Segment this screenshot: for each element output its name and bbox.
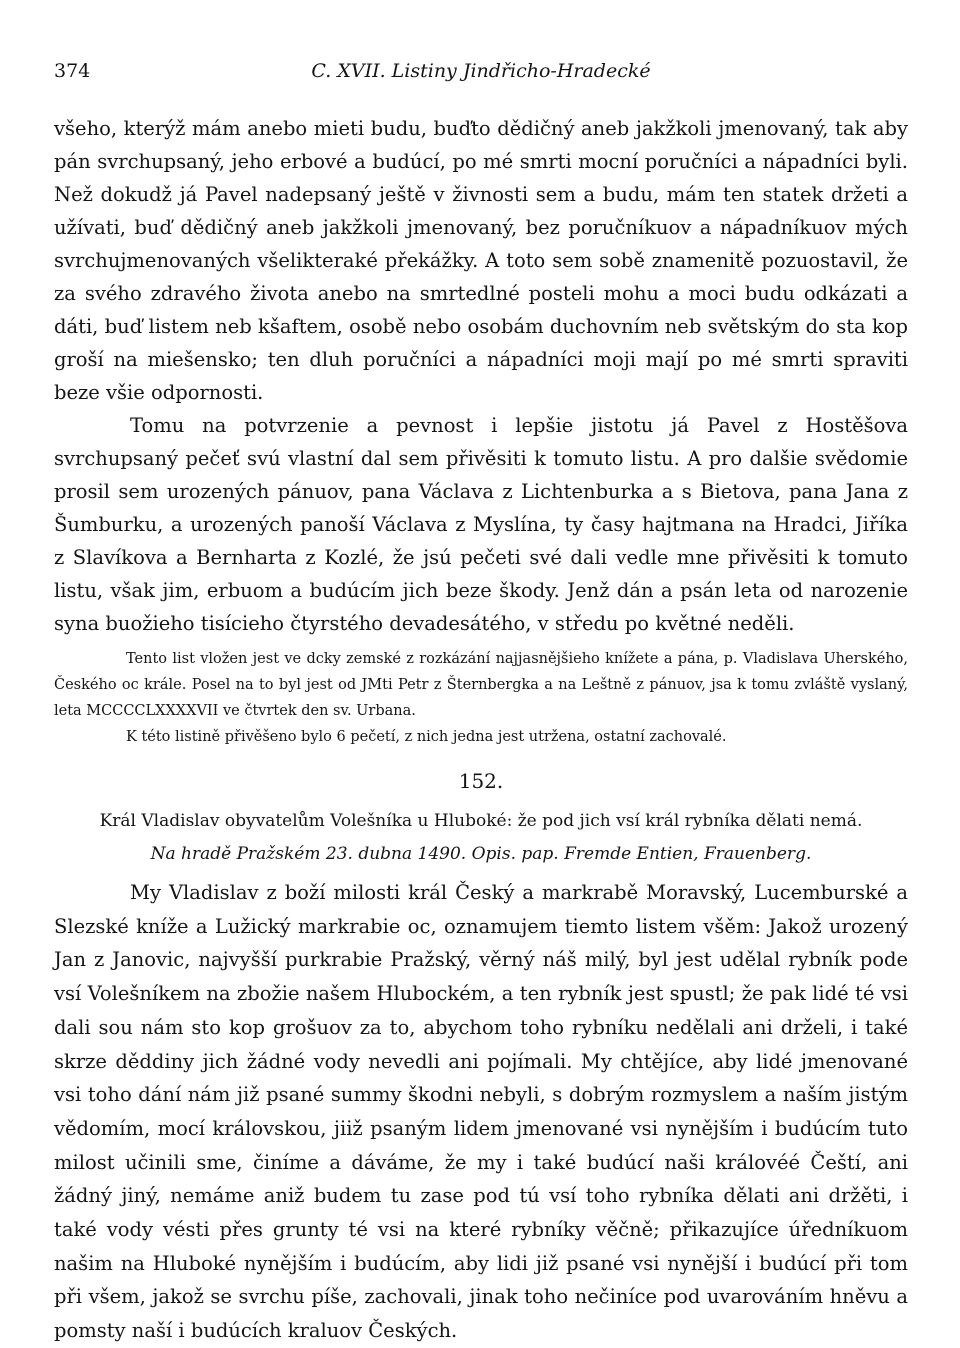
continued-charter-text	[54, 112, 908, 640]
document-number: 152.	[458, 769, 504, 793]
page-header	[54, 60, 908, 90]
charter-paragraph-1: všeho, kterýž mám anebo mieti budu, buďto dědičný aneb jakžkoli jmenovaný, tak aby pán svrchupsaný, jeho erbové a budúcí, po mé smrti mocní poručníci a nápadníci byli. Než dokudž já Pavel nadepsaný ještě v živnosti sem a budu, mám ten statek držeti a užívati, buď dědičný aneb jakžkoli jmenovaný, bez poručníkuov a nápadníkuov mých svrchujmenovaných všelikteraké překážky. A toto sem sobě znamenitě pozuostavil, že za svého zdravého života anebo na smrtedlné posteli mohu a moci budu odkázati a dáti, buď listem neb kšaftem, osobě nebo osobám duchovním neb světským do sta kop groší na miešensko; ten dluh poručníci a nápadníci moji mají po mé smrti spraviti beze všie odpornosti.	[54, 117, 908, 404]
document-regest: Král Vladislav obyvatelům Volešníka u Hluboké: že pod jich vsí král rybníka dělati nemá.	[99, 811, 863, 831]
running-title: C. XVII. Listiny Jindřicho-Hradecké	[311, 60, 651, 82]
page-number: 374	[54, 60, 91, 82]
document-text	[54, 876, 908, 1348]
charter-paragraph-2: Tomu na potvrzenie a pevnost i lepšie jistotu já Pavel z Hostěšova svrchupsaný pečeť svú vlastní dal sem přivěsiti k tomuto listu. A pro dalšie svědomie prosil sem urozených pánuov, pana Václava z Lichtenburka a s Bietova, pana Jana z Šumburku, a urozených panoší Václava z Myslína, ty časy hajtmana na Hradci, Jiříka z Slavíkova a Bernharta z Kozlé, že jsú pečeti své dali vedle mne přivěsiti k tomuto listu, však jim, erbuom a budúcím jich beze škody. Jenž dán a psán leta od narozenie syna buožieho tisícieho čtyrstého devadesátého, v středu po květné neděli.	[54, 414, 908, 635]
document-place-date: Na hradě Pražském 23. dubna 1490. Opis. pap. Fremde Entien, Frauenberg.	[150, 844, 812, 864]
registration-note: Tento list vložen jest ve dcky zemské z rozkázání najjasnějšieho knížete a pána, p. Vladislava Uherského, Českého oc krále. Posel na to byl jest od JMti Petr z Šternbergka a na Leštně z pánuov, jsa k tomu zvláště vyslaný, leta MCCCCLXXXXVII ve čtvrtek den sv. Urbana.	[54, 651, 908, 719]
document-paragraph: My Vladislav z boží milosti král Český a markrabě Moravský, Lucemburské a Slezské kníže a Lužický markrabie oc, oznamujem tiemto listem všěm: Jakož urozený Jan z Janovic, najvyšší purkrabie Pražský, věrný náš milý, byl jest udělal rybník pode vsí Volešníkem na zbožie našem Hlubockém, a ten rybník jest spustl; že pak lidé té vsi dali sou nám sto kop grošuov za to, abychom toho rybníku nedělali ani drželi, i také skrze děddiny jich žádné vody nevedli ani pojímali. My chtějíce, aby lidé jmenované vsi toho dání nám již psané summy škodni nebyli, s dobrým rozmyslem a naším jistým vědomím, mocí královskou, jiiž psaným lidem jmenované vsi nynějším i budúcím tuto milost učinili sme, činíme a dáváme, že my i také budúcí naši královéé Čeští, ani žádný jiný, nemáme aniž budem tu zase pod tú vsí toho rybníka dělati ani držěti, i také vody vésti přes grunty té vsi na které rybníky věčně; přikazujíce úředníkuom našim na Hluboké nynějším i budúcím, aby lidi již psané vsi nynější i budúcí při tom při všem, jakož se svrchu píše, zachovali, jinak toho nečiníce pod uvarováním hněvu a pomsty naší i budúcích kraluov Českých.	[54, 881, 908, 1343]
editorial-notes	[54, 646, 908, 750]
seal-note: K této listině přivěšeno bylo 6 pečetí, z nich jedna jest utržena, ostatní zachovalé.	[126, 729, 727, 745]
